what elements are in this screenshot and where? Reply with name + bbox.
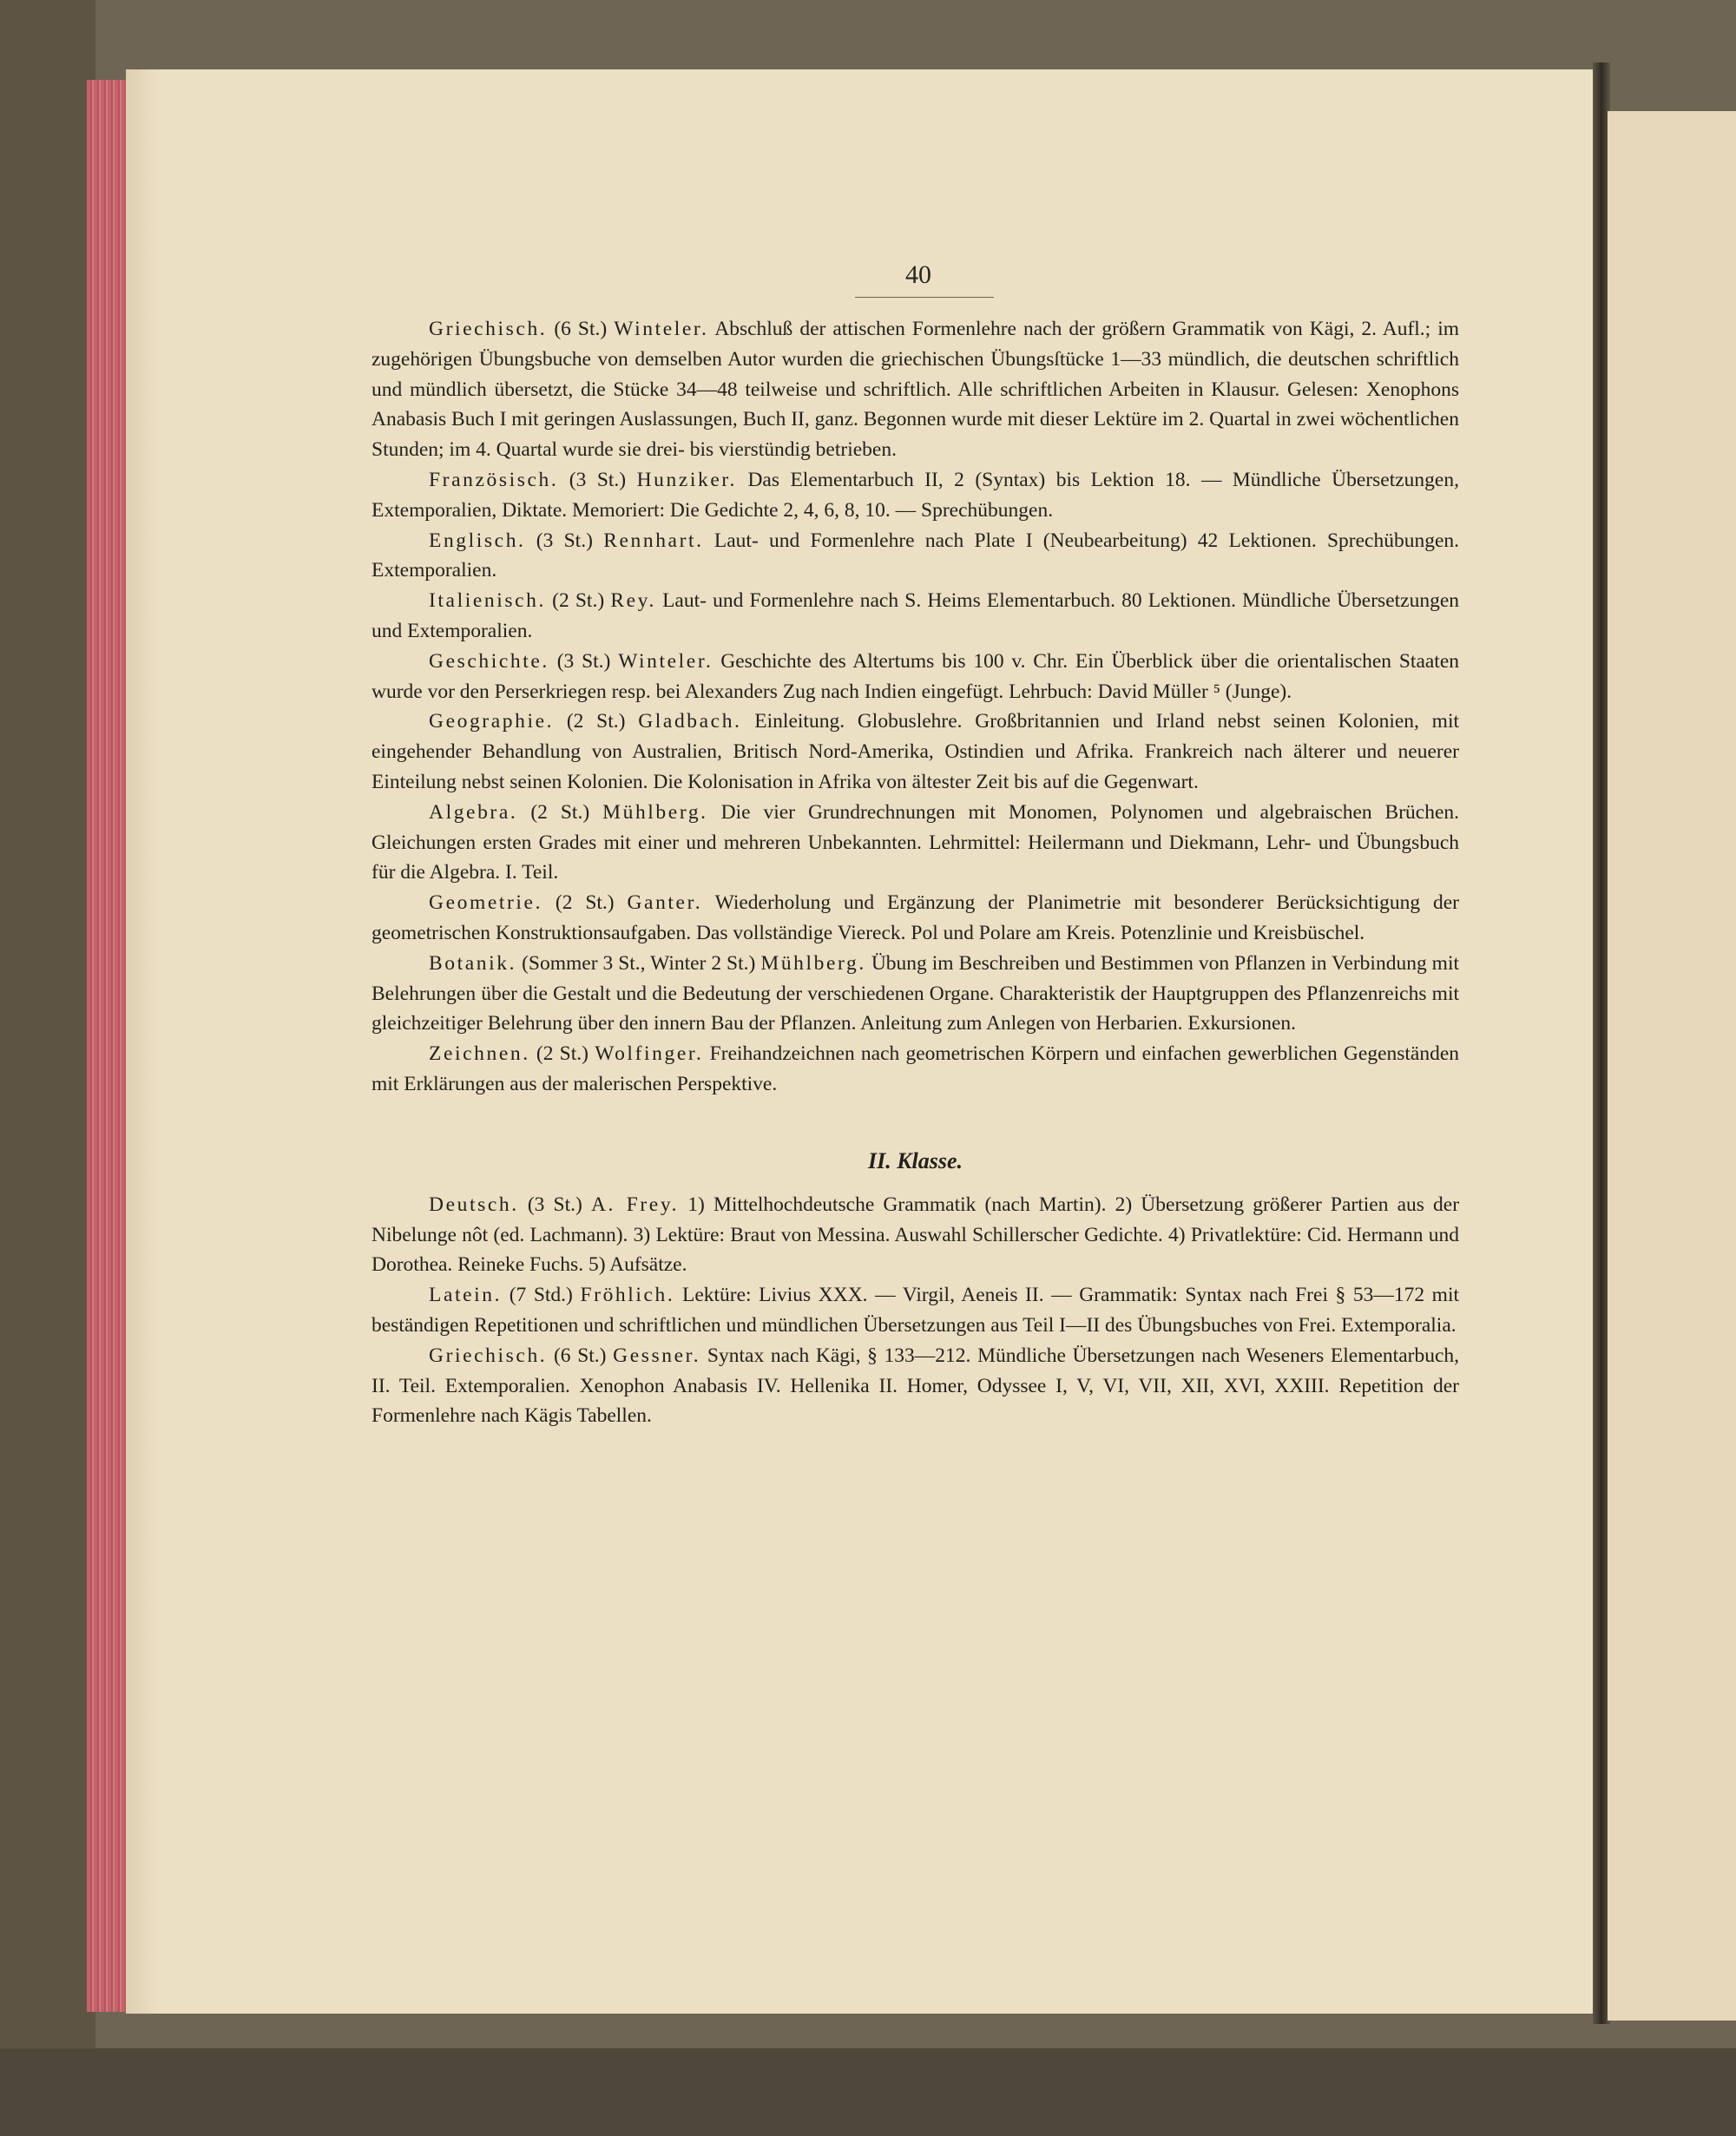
subject-hours: (2 St.) xyxy=(530,800,590,824)
teacher-name: Ganter. xyxy=(627,891,703,915)
subject-paragraph xyxy=(372,314,1459,465)
subject-paragraph xyxy=(372,949,1459,1039)
subject-hours: (3 St.) xyxy=(527,1193,582,1216)
page-number-rule xyxy=(855,297,994,298)
teacher-name: Rennhart. xyxy=(603,529,704,552)
subject-hours: (3 St.) xyxy=(556,649,611,673)
subject-paragraph xyxy=(372,1039,1459,1100)
subject-hours: (6 St.) xyxy=(553,1344,607,1367)
subject-hours: (2 St.) xyxy=(552,589,605,613)
subject-description: Einleitung. Globuslehre. Großbritannien und Irland nebst seinen Kolonien, mit eingehender Behandlung von Australien, Britisch Nord-Amerika, Ostindien und Afrika. Frankreich nach älterer und neuerer Einteilung nebst seinen Kolonien. Die Kolonisation in Afrika von ältester Zeit bis auf die Gegenwart. xyxy=(372,710,1460,793)
subject-description: Lektüre: Livius XXX. — Virgil, Aeneis II. — Grammatik: Syntax nach Frei § 53—172 mit beständigen Repetitionen und schriftlichen und mündlichen Übersetzungen aus Teil I—II des Übungsbuches von Frei. Extemporalia. xyxy=(372,1284,1460,1337)
page-number: 40 xyxy=(905,260,931,289)
subject-hours: (2 St.) xyxy=(536,1042,589,1066)
subject-name: Geometrie. xyxy=(429,891,543,915)
subject-name: Französisch. xyxy=(429,468,559,491)
subject-description: Übung im Beschreiben und Bestimmen von Pflanzen in Verbindung mit Belehrungen über die Gestalt und die Bedeutung der verschiedenen Organe. Charakteristik der Hauptgruppen des Pflanzenreichs mit gleichzeitiger Belehrung über den innern Bau der Pflanzen. Anleitung zum Anlegen von Herbarien. Exkursionen. xyxy=(372,951,1460,1035)
book-page-edge xyxy=(87,80,128,2012)
subject-paragraph xyxy=(372,1341,1459,1431)
teacher-name: Winteler. xyxy=(618,649,713,673)
subject-hours: (6 St.) xyxy=(554,318,608,340)
subject-paragraph xyxy=(372,465,1459,526)
subject-hours: (3 St.) xyxy=(536,529,593,552)
subject-name: Geschichte. xyxy=(429,649,549,673)
subject-paragraph xyxy=(372,1190,1459,1280)
subject-description: Abschluß der attischen Formenlehre nach der größern Grammatik von Kägi, 2. Aufl.; im zugehörigen Übungsbuche von demselben Autor wurden die griechischen Übungsſtücke 1—33 mündlich, die deutschen schriftlich und mündlich übersetzt, die Stücke 34—48 teilweise und schriftlich. Alle schriftlichen Arbeiten in Klausur. Gelesen: Xenophons Anabasis Buch I mit geringen Auslassungen, Buch II, ganz. Begonnen wurde mit dieser Lektüre im 2. Quartal in zwei wöchentlichen Stunden; im 4. Quartal wurde sie drei- bis vierstündig betrieben. xyxy=(372,318,1460,462)
subject-description: Laut- und Formenlehre nach S. Heims Elementarbuch. 80 Lektionen. Mündliche Übersetzungen und Extemporalien. xyxy=(372,589,1460,642)
section-heading: II. Klasse. xyxy=(867,1147,963,1173)
subject-paragraph xyxy=(372,798,1459,888)
teacher-name: Gessner. xyxy=(613,1344,701,1367)
teacher-name: Mühlberg. xyxy=(760,951,866,975)
subject-description: Freihandzeichnen nach geometrischen Körpern und einfachen gewerblichen Gegenständen mit Erklärungen aus der malerischen Perspektive. xyxy=(372,1042,1460,1095)
subject-paragraph xyxy=(372,586,1459,647)
scan-background-bottom xyxy=(0,2048,1736,2136)
subject-description: Syntax nach Kägi, § 133—212. Mündliche Übersetzungen nach Weseners Elementarbuch, II. Teil. Extemporalien. Xenophon Anabasis IV. Hellenika II. Homer, Odyssee I, V, VI, VII, XII, XVI, XXIII. Repetition der Formenlehre nach Kägis Tabellen. xyxy=(372,1344,1460,1428)
teacher-name: A. Frey. xyxy=(590,1193,680,1216)
facing-page-edge xyxy=(1608,111,1736,2021)
subject-paragraph xyxy=(372,707,1459,797)
subject-paragraph xyxy=(372,1280,1459,1341)
subject-name: Griechisch. xyxy=(429,318,548,340)
subject-name: Botanik. xyxy=(429,951,517,975)
subject-description: Das Elementarbuch II, 2 (Syntax) bis Lektion 18. — Mündliche Übersetzungen, Extemporalien, Diktate. Memoriert: Die Gedichte 2, 4, 6, 8, 10. — Sprechübungen. xyxy=(372,468,1459,522)
teacher-name: Rey. xyxy=(610,589,656,613)
subject-name: Deutsch. xyxy=(429,1193,519,1216)
subject-paragraph xyxy=(372,888,1459,949)
subject-description: Laut- und Formenlehre nach Plate I (Neubearbeitung) 42 Lektionen. Sprechübungen. Extemporalien. xyxy=(372,529,1460,582)
subject-hours: (7 Std.) xyxy=(509,1284,573,1307)
subject-hours: (Sommer 3 St., Winter 2 St.) xyxy=(522,951,756,975)
teacher-name: Hunziker. xyxy=(636,468,737,491)
subject-hours: (2 St.) xyxy=(566,710,626,733)
page-content xyxy=(372,314,1459,1431)
teacher-name: Mühlberg. xyxy=(602,800,708,824)
subject-name: Zeichnen. xyxy=(429,1042,530,1066)
teacher-name: Gladbach. xyxy=(638,710,742,733)
subject-paragraph xyxy=(372,647,1459,707)
subject-name: Geographie. xyxy=(429,710,555,733)
teacher-name: Winteler. xyxy=(614,318,709,340)
subject-name: Griechisch. xyxy=(429,1344,548,1367)
subject-name: Italienisch. xyxy=(429,589,546,613)
subject-description: Geschichte des Altertums bis 100 v. Chr. Ein Überblick über die orientalischen Staaten wurde vor den Perserkriegen resp. bei Alexanders Zug nach Indien eingefügt. Lehrbuch: David Müller ⁵ (Junge). xyxy=(372,649,1460,703)
subject-list-class-iii xyxy=(372,314,1459,1100)
scan-background-left xyxy=(0,0,95,2136)
teacher-name: Fröhlich. xyxy=(580,1284,675,1307)
subject-list-class-ii xyxy=(372,1190,1459,1431)
subject-name: Algebra. xyxy=(429,800,518,824)
subject-hours: (2 St.) xyxy=(555,891,615,915)
subject-name: Englisch. xyxy=(429,529,526,552)
subject-description: Die vier Grundrechnungen mit Monomen, Polynomen und algebraischen Brüchen. Gleichungen ersten Grades mit einer und mehreren Unbekannten. Lehrmittel: Heilermann und Diekmann, Lehr- und Übungsbuch für die Algebra. I. Teil. xyxy=(372,800,1460,884)
subject-description: Wiederholung und Ergänzung der Planimetrie mit besonderer Berücksichtigung der geometrischen Konstruktionsaufgaben. Das vollständige Viereck. Pol und Polare am Kreis. Potenzlinie und Kreisbüschel. xyxy=(372,891,1459,944)
subject-paragraph xyxy=(372,526,1459,587)
subject-description: 1) Mittelhochdeutsche Grammatik (nach Martin). 2) Übersetzung größerer Partien aus der Nibelunge nôt (ed. Lachmann). 3) Lektüre: Braut von Messina. Auswahl Schillerscher Gedichte. 4) Privatlektüre: Cid. Hermann und Dorothea. Reineke Fuchs. 5) Aufsätze. xyxy=(372,1193,1460,1277)
teacher-name: Wolfinger. xyxy=(595,1042,704,1066)
subject-hours: (3 St.) xyxy=(569,468,627,491)
subject-name: Latein. xyxy=(429,1284,503,1307)
